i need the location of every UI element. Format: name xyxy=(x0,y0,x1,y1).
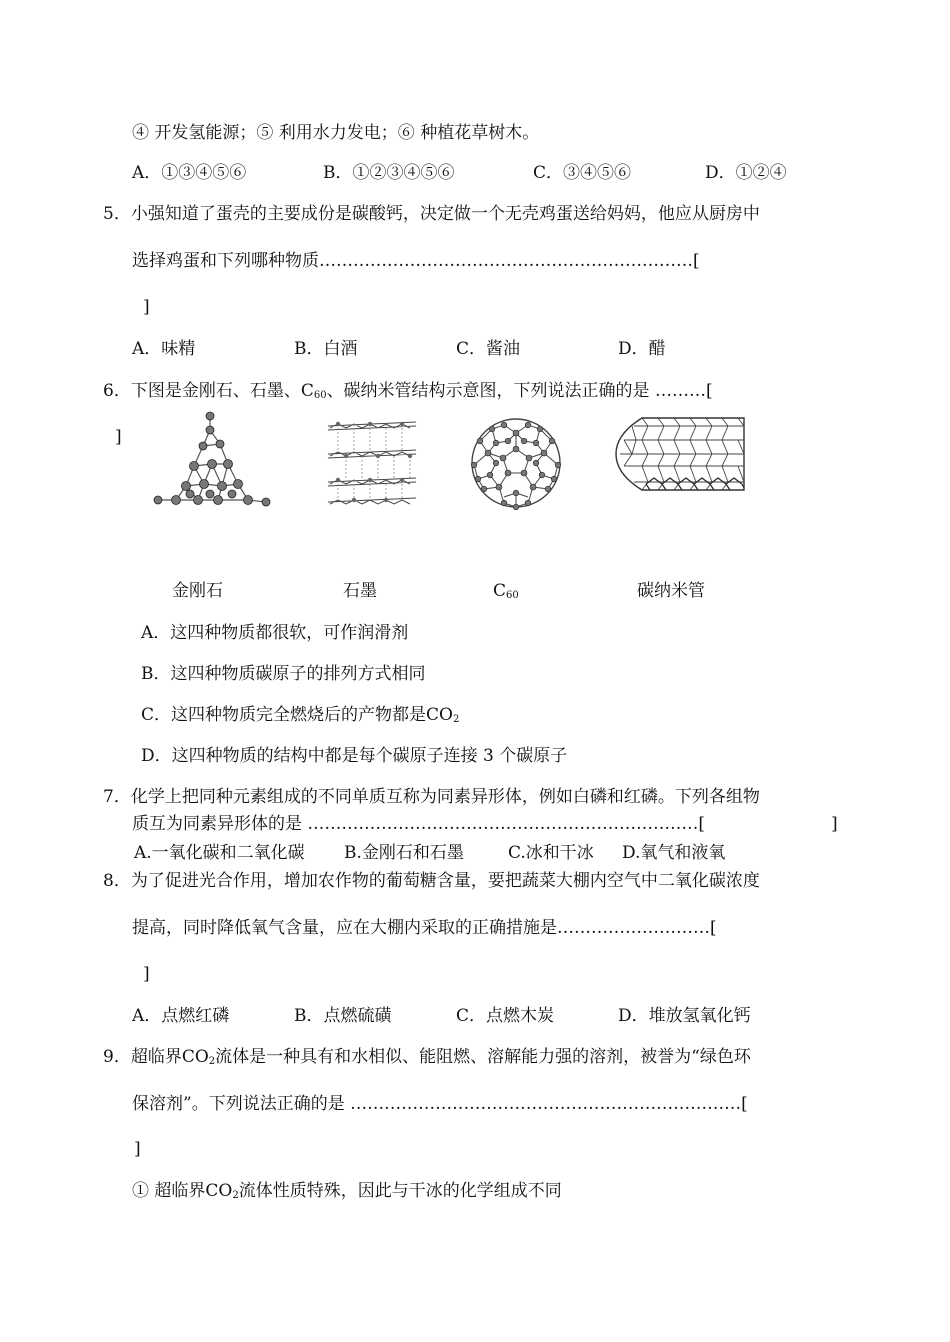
caption-nanotube: 碳纳米管 xyxy=(637,581,705,601)
q8-choice-d: D．堆放氢氧化钙 xyxy=(618,1006,751,1026)
q7-choice-a: A.一氧化碳和二氧化碳 xyxy=(134,843,305,863)
q4-choice-a: A．①③④⑤⑥ xyxy=(132,163,247,183)
q5-choice-d: D．醋 xyxy=(618,339,666,359)
q8-choice-c: C．点燃木炭 xyxy=(456,1006,555,1026)
q9-stem-line2: 保溶剂”。下列说法正确的是 ……………………………………………………………[ xyxy=(132,1094,748,1114)
q7-choice-d: D.氧气和液氧 xyxy=(622,843,726,863)
q4-options-line: ④ 开发氢能源；⑤ 利用水力发电；⑥ 种植花草树木。 xyxy=(132,123,540,143)
q8-stem-line1: 8．为了促进光合作用，增加农作物的葡萄糖含量，要把蔬菜大棚内空气中二氧化碳浓度 xyxy=(103,871,760,891)
q5-stem-line2: 选择鸡蛋和下列哪种物质…………………………………………………………[ xyxy=(132,251,700,271)
q7-bracket: ] xyxy=(831,814,838,834)
q4-choice-b: B．①②③④⑤⑥ xyxy=(323,163,455,183)
diamond-structure-image xyxy=(148,408,273,513)
q9-item-1: ① 超临界$CO_2$流体性质特殊，因此与干冰的化学组成不同 xyxy=(132,1181,562,1201)
q5-choice-a: A．味精 xyxy=(132,339,196,359)
q7-choice-c: C.冰和干冰 xyxy=(508,843,594,863)
q7-stem-line2: 质互为同素异形体的是 ……………………………………………………………[ xyxy=(132,814,706,834)
caption-c60: $C_{60}$ xyxy=(493,581,519,601)
q5-stem-line1: 5．小强知道了蛋壳的主要成份是碳酸钙，决定做一个无壳鸡蛋送给妈妈，他应从厨房中 xyxy=(103,204,760,224)
q8-choice-b: B．点燃硫磺 xyxy=(294,1006,392,1026)
q6-choice-c: C．这四种物质完全燃烧后的产物都是$CO_2$ xyxy=(141,705,460,725)
q9-bracket: ] xyxy=(134,1139,141,1159)
q5-choice-c: C．酱油 xyxy=(456,339,521,359)
q5-choice-b: B．白酒 xyxy=(294,339,358,359)
q6-choice-b: B．这四种物质碳原子的排列方式相同 xyxy=(141,664,426,684)
caption-graphite: 石墨 xyxy=(343,581,377,601)
q7-stem-line1: 7．化学上把同种元素组成的不同单质互称为同素异形体，例如白磷和红磷。下列各组物 xyxy=(103,787,760,807)
nanotube-structure-image xyxy=(612,414,747,496)
graphite-structure-image xyxy=(322,414,422,510)
c60-structure-image xyxy=(466,413,566,513)
q7-choice-b: B.金刚石和石墨 xyxy=(344,843,464,863)
caption-diamond: 金刚石 xyxy=(172,581,223,601)
q6-choice-d: D．这四种物质的结构中都是每个碳原子连接 3 个碳原子 xyxy=(141,746,568,766)
q5-bracket: ] xyxy=(143,297,150,317)
q8-stem-line2: 提高，同时降低氧气含量，应在大棚内采取的正确措施是………………………[ xyxy=(132,918,717,938)
q6-stem-line1: 6．下图是金刚石、石墨、$C_{60}$、碳纳米管结构示意图，下列说法正确的是 ………[ xyxy=(103,381,713,401)
q6-choice-a: A．这四种物质都很软，可作润滑剂 xyxy=(141,623,409,643)
q9-stem-line1: 9．超临界$CO_2$流体是一种具有和水相似、能阻燃、溶解能力强的溶剂，被誉为“绿色环 xyxy=(103,1047,751,1067)
q6-bracket: ] xyxy=(115,427,122,447)
q8-choice-a: A．点燃红磷 xyxy=(132,1006,230,1026)
q8-bracket: ] xyxy=(143,964,150,984)
q4-choice-d: D．①②④ xyxy=(705,163,787,183)
q4-choice-c: C．③④⑤⑥ xyxy=(533,163,632,183)
